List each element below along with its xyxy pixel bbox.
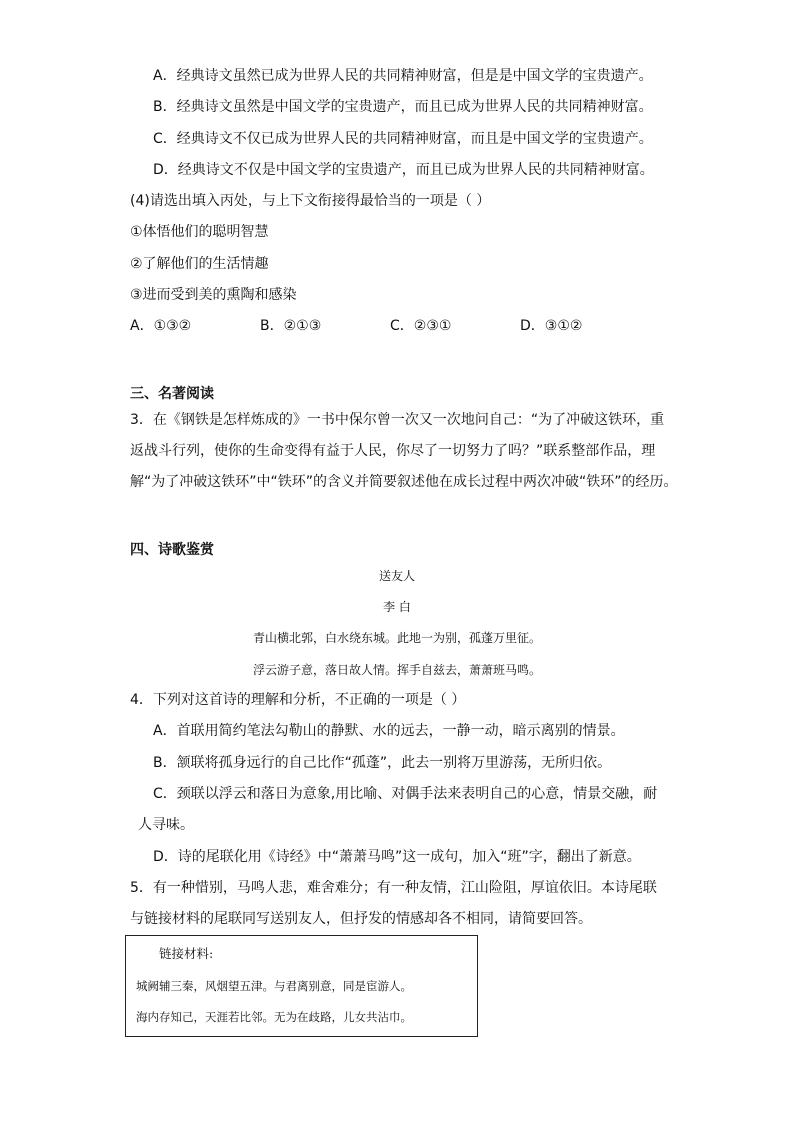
q4-item-3: ③进而受到美的熏陶和感染	[130, 287, 297, 303]
section3-title: 三、名著阅读	[130, 386, 214, 402]
q3-option-b: B．经典诗文虽然是中国文学的宝贵遗产，而且已成为世界人民的共同精神财富。	[153, 99, 653, 115]
poem-line-2: 浮云游子意，落日故人情。挥手自兹去，萧萧班马鸣。	[252, 663, 541, 677]
link-material-line-1: 城阙辅三秦，风烟望五津。与君离别意，同是宦游人。	[136, 979, 412, 993]
q4-choice-b: B．②①③	[260, 318, 322, 334]
poem-line-1: 青山横北郭，白水绕东城。此地一为别，孤蓬万里征。	[252, 631, 541, 645]
poem-title: 送友人	[378, 569, 415, 583]
q4-choice-a: A．①③②	[130, 318, 192, 334]
q3-option-c: C．经典诗文不仅已成为世界人民的共同精神财富，而且是中国文学的宝贵遗产。	[153, 131, 653, 147]
q4-option-c: C．颈联以浮云和落日为意象,用比喻、对偶手法来表明自己的心意，情景交融，耐	[153, 786, 658, 802]
q4-option-a: A．首联用简约笔法勾勒山的静默、水的远去，一静一动，暗示离别的情景。	[153, 723, 625, 739]
section4-title: 四、诗歌鉴赏	[130, 542, 214, 558]
q4-choice-c: C．②③①	[390, 318, 452, 334]
section3-line-2: 返战斗行列，使你的生命变得有益于人民，你尽了一切努力了吗？”联系整部作品，理	[130, 443, 656, 459]
q4-item-2: ②了解他们的生活情趣	[130, 256, 269, 272]
q5-line-1: 5．有一种惜别，马鸣人悲，难舍难分；有一种友情，江山险阻，厚谊依旧。本诗尾联	[130, 880, 657, 896]
q3-option-d: D．经典诗文不仅是中国文学的宝贵遗产，而且已成为世界人民的共同精神财富。	[153, 162, 654, 178]
q4-choices	[130, 316, 650, 336]
poem-author: 李 白	[383, 600, 411, 614]
link-material-box	[125, 935, 478, 1037]
q4-choice-d: D．③①②	[520, 318, 583, 334]
section3-line-3: 解“为了冲破这铁环”中“铁环”的含义并简要叙述他在成长过程中两次冲破“铁环”的经历。	[130, 474, 678, 490]
link-material-title: 链接材料:	[159, 946, 214, 961]
q5-line-2: 与链接材料的尾联同写送别友人，但抒发的情感却各不相同，请简要回答。	[130, 911, 592, 927]
q4-stem: (4)请选出填入丙处，与上下文衔接得最恰当的一项是（ ）	[130, 193, 491, 209]
q4-option-b: B．颔联将孤身远行的自己比作“孤蓬”，此去一别将万里游荡，无所归依。	[153, 755, 612, 771]
q3-option-a: A．经典诗文虽然已成为世界人民的共同精神财富，但是是中国文学的宝贵遗产。	[153, 68, 653, 84]
link-material-line-2: 海内存知己，天涯若比邻。无为在歧路，儿女共沾巾。	[136, 1010, 412, 1024]
q4-option-d: D．诗的尾联化用《诗经》中“萧萧马鸣”这一成句，加入“班”字，翻出了新意。	[153, 849, 641, 865]
q4-option-c-cont: 人寻味。	[138, 817, 194, 833]
q4-item-1: ①体悟他们的聪明智慧	[130, 224, 269, 240]
section3-line-1: 3．在《钢铁是怎样炼成的》一书中保尔曾一次又一次地问自己：“为了冲破这铁环，重	[130, 412, 665, 428]
q4-question-stem: 4．下列对这首诗的理解和分析，不正确的一项是（ ）	[130, 692, 466, 708]
